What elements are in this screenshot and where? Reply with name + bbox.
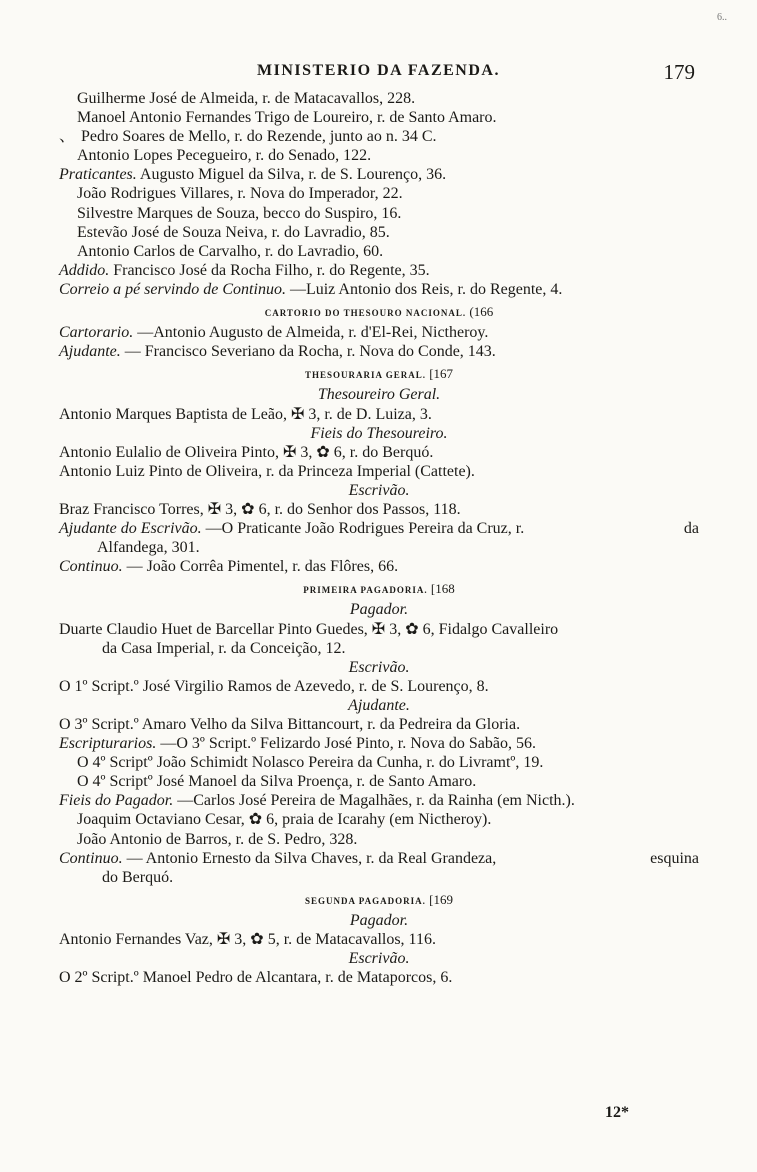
text-line — [59, 280, 699, 299]
text-line: Joaquim Octaviano Cesar, ✿ 6, praia de Icarahy (em Nictheroy). — [77, 811, 492, 829]
text-line-content: —Carlos José Pereira de Magalhães, r. da Rainha (em Nicth.). — [173, 792, 575, 810]
text-line-content: — Francisco Severiano da Rocha, r. Nova do Conde, 143. — [120, 343, 496, 361]
text-line: Antonio Lopes Pecegueiro, r. do Senado, 122. — [77, 147, 372, 165]
text-line: O 2º Script.º Manoel Pedro de Alcantara, r. de Mataporcos, 6. — [59, 969, 453, 987]
role-label: Correio a pé servindo de Continuo. — [59, 280, 286, 298]
subheading: Ajudante. — [348, 696, 410, 714]
stray-mark: 、 — [59, 128, 76, 146]
text-line: Antonio Fernandes Vaz, ✠ 3, ✿ 5, r. de Matacavallos, 116. — [59, 931, 436, 949]
page-body — [59, 89, 699, 987]
text-line: Estevão José de Souza Neiva, r. do Lavradio, 85. — [77, 223, 390, 241]
section-heading — [59, 302, 699, 323]
text-line: O 4º Scriptº José Manoel da Silva Proença, r. de Santo Amaro. — [77, 773, 477, 791]
text-line-content: Francisco José da Rocha Filho, r. do Regente, 35. — [109, 261, 430, 279]
text-line: do Berquó. — [102, 868, 174, 886]
role-label: Escripturarios. — [59, 735, 157, 753]
role-label: Ajudante. — [59, 343, 121, 361]
role-label: Ajudante do Escrivão. — [59, 520, 202, 538]
role-label: Continuo. — [59, 558, 123, 576]
page-header — [0, 60, 757, 86]
text-line: Antonio Luiz Pinto de Oliveira, r. da Princeza Imperial (Cattete). — [59, 462, 475, 480]
text-line-content: — João Corrêa Pimentel, r. das Flôres, 66. — [122, 558, 399, 576]
text-line — [59, 165, 699, 184]
subheading: Escrivão. — [348, 950, 410, 968]
text-line-content: —O Praticante João Rodrigues Pereira da Cruz, r. — [201, 520, 525, 538]
subheading: Pagador. — [349, 601, 409, 619]
text-line-content: —Antonio Augusto de Almeida, r. d'El-Rei, Nictheroy. — [133, 324, 489, 342]
section-number: [169 — [425, 891, 453, 907]
text-line: O 3º Script.º Amaro Velho da Silva Bittancourt, r. da Pedreira da Gloria. — [59, 716, 521, 733]
text-line — [59, 519, 699, 538]
section-heading — [59, 890, 699, 911]
text-line-content: Augusto Miguel da Silva, r. de S. Lourenço, 36. — [136, 166, 447, 184]
text-line — [59, 127, 699, 146]
text-line — [59, 734, 699, 753]
section-title: PRIMEIRA PAGADORIA. — [303, 585, 428, 596]
running-title: MINISTERIO DA FAZENDA. — [257, 62, 500, 79]
role-label: Fieis do Pagador. — [59, 792, 174, 810]
text-line — [59, 342, 699, 361]
section-heading — [59, 579, 699, 600]
text-line — [59, 791, 699, 810]
text-line: O 4º Scriptº João Schimidt Nolasco Pereira da Cunha, r. do Livramtº, 19. — [77, 754, 544, 772]
text-line: Alfandega, 301. — [97, 539, 200, 557]
text-line-content: — Antonio Ernesto da Silva Chaves, r. da Real Grandeza, — [122, 849, 497, 867]
text-line — [59, 261, 699, 280]
text-line-content: —Luiz Antonio dos Reis, r. do Regente, 4. — [285, 280, 563, 298]
role-label: Addido. — [59, 261, 110, 279]
section-number: (166 — [466, 304, 494, 320]
role-label: Praticantes. — [59, 166, 137, 184]
subheading: Escrivão. — [348, 481, 410, 499]
text-line — [59, 849, 699, 868]
section-number: [167 — [425, 366, 454, 382]
text-line-content: —O 3º Script.º Felizardo José Pinto, r. Nova do Sabão, 56. — [156, 735, 537, 753]
text-line-end: esquina — [650, 849, 699, 867]
text-line: Braz Francisco Torres, ✠ 3, ✿ 6, r. do Senhor dos Passos, 118. — [59, 500, 461, 518]
section-number: [168 — [427, 581, 455, 597]
subheading: Pagador. — [349, 911, 409, 929]
text-line: Guilherme José de Almeida, r. de Matacavallos, 228. — [77, 90, 416, 107]
signature-mark: 12* — [605, 1104, 629, 1121]
subheading: Escrivão. — [348, 658, 410, 676]
subheading: Thesoureiro Geral. — [317, 386, 441, 404]
subheading: Fieis do Thesoureiro. — [310, 424, 448, 442]
text-line: Antonio Carlos de Carvalho, r. do Lavradio, 60. — [77, 242, 384, 260]
text-line — [59, 323, 699, 342]
section-heading — [59, 364, 699, 385]
section-title: THESOURARIA GERAL. — [304, 370, 426, 381]
role-label: Cartorario. — [59, 324, 134, 342]
text-line: Manoel Antonio Fernandes Trigo de Loureiro, r. de Santo Amaro. — [77, 109, 497, 127]
section-title: SEGUNDA PAGADORIA. — [305, 895, 426, 906]
text-line: Antonio Eulalio de Oliveira Pinto, ✠ 3, ✿ 6, r. do Berquó. — [59, 443, 434, 461]
text-line: João Rodrigues Villares, r. Nova do Imperador, 22. — [77, 185, 403, 203]
text-line: Silvestre Marques de Souza, becco do Suspiro, 16. — [77, 204, 402, 222]
text-line: O 1º Script.º José Virgilio Ramos de Azevedo, r. de S. Lourenço, 8. — [59, 677, 489, 695]
text-line: Antonio Marques Baptista de Leão, ✠ 3, r. de D. Luiza, 3. — [59, 405, 432, 423]
page-number: 179 — [663, 60, 695, 84]
section-title: CARTORIO DO THESOURO NACIONAL. — [264, 308, 467, 319]
role-label: Continuo. — [59, 849, 123, 867]
text-line-end: da — [683, 520, 699, 538]
text-line: Duarte Claudio Huet de Barcellar Pinto Guedes, ✠ 3, ✿ 6, Fidalgo Cavalleiro — [59, 620, 559, 638]
text-line — [59, 557, 699, 576]
text-line-content: Pedro Soares de Mello, r. do Rezende, junto ao n. 34 C. — [81, 128, 437, 146]
text-line: da Casa Imperial, r. da Conceição, 12. — [102, 639, 346, 657]
corner-mark: 6.. — [717, 12, 727, 23]
text-line: João Antonio de Barros, r. de S. Pedro, 328. — [77, 830, 358, 848]
